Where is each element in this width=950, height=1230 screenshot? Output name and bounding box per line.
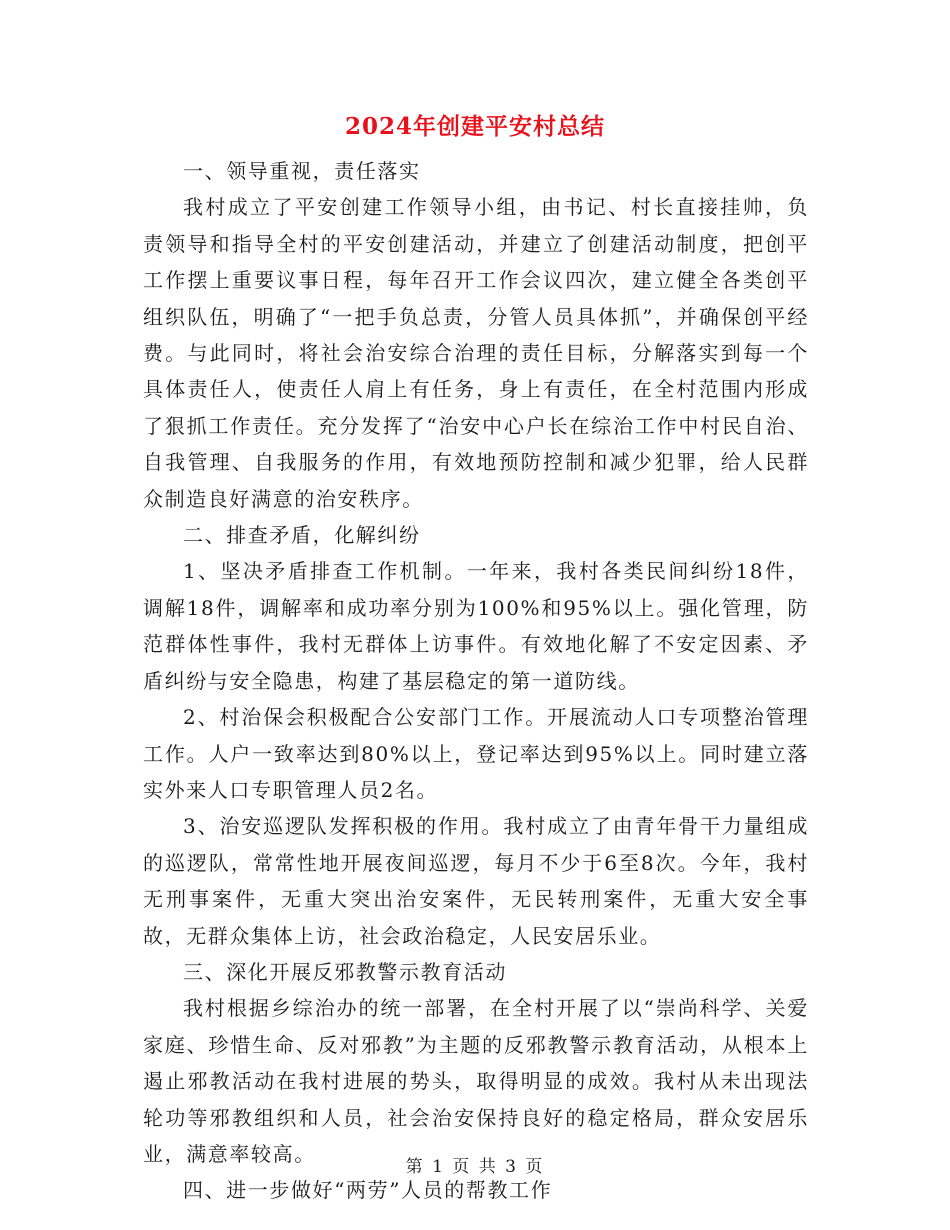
paragraph-dispute-mechanism: 1、坚决矛盾排查工作机制。一年来，我村各类民间纠纷18件，调解18件，调解率和成功率分别为100%和95%以上。强化管理，防范群体性事件，我村无群体上访事件。有效地化解了不安定因素、矛盾纠纷与安全隐患，构建了基层稳定的第一道防线。: [143, 559, 809, 693]
paragraph-anti-cult: 我村根据乡综治办的统一部署，在全村开展了以“崇尚科学、关爱家庭、珍惜生命、反对邪教”为主题的反邪教警示教育活动，从根本上遏止邪教活动在我村进展的势头，取得明显的成效。我村从未出现法轮功等邪教组织和人员，社会治安保持良好的稳定格局，群众安居乐业，满意率较高。: [143, 996, 809, 1166]
section-heading-4: 四、进一步做好“两劳”人员的帮教工作: [183, 1178, 553, 1203]
section-heading-1: 一、领导重视，责任落实: [183, 159, 421, 183]
section-heading-2: 二、排查矛盾，化解纠纷: [183, 523, 421, 548]
paragraph-public-security: 2、村治保会积极配合公安部门工作。开展流动人口专项整治管理工作。人户一致率达到80%以上，登记率达到95%以上。同时建立落实外来人口专职管理人员2名。: [143, 705, 809, 802]
paragraph-patrol-team: 3、治安巡逻队发挥积极的作用。我村成立了由青年骨干力量组成的巡逻队，常常性地开展夜间巡逻，每月不少于6至8次。今年，我村无刑事案件，无重大突出治安案件，无民转刑案件，无重大安全事故，无群众集体上访，社会政治稳定，人民安居乐业。: [143, 814, 809, 948]
document-body: [143, 153, 809, 1209]
paragraph-leadership: 我村成立了平安创建工作领导小组，由书记、村长直接挂帅，负责领导和指导全村的平安创建活动，并建立了创建活动制度，把创平工作摆上重要议事日程，每年召开工作会议四次，建立健全各类创平组织队伍，明确了“一把手负总责，分管人员具体抓”，并确保创平经费。与此同时，将社会治安综合治理的责任目标，分解落实到每一个具体责任人，使责任人肩上有任务，身上有责任，在全村范围内形成了狠抓工作责任。充分发挥了“治安中心户长在综治工作中村民自治、自我管理、自我服务的作用，有效地预防控制和减少犯罪，给人民群众制造良好满意的治安秩序。: [143, 195, 809, 511]
section-heading-3: 三、深化开展反邪教警示教育活动: [183, 959, 507, 984]
page-number-footer: 第 1 页 共 3 页: [405, 1157, 545, 1177]
document-title: 2024年创建平安村总结: [344, 113, 605, 140]
